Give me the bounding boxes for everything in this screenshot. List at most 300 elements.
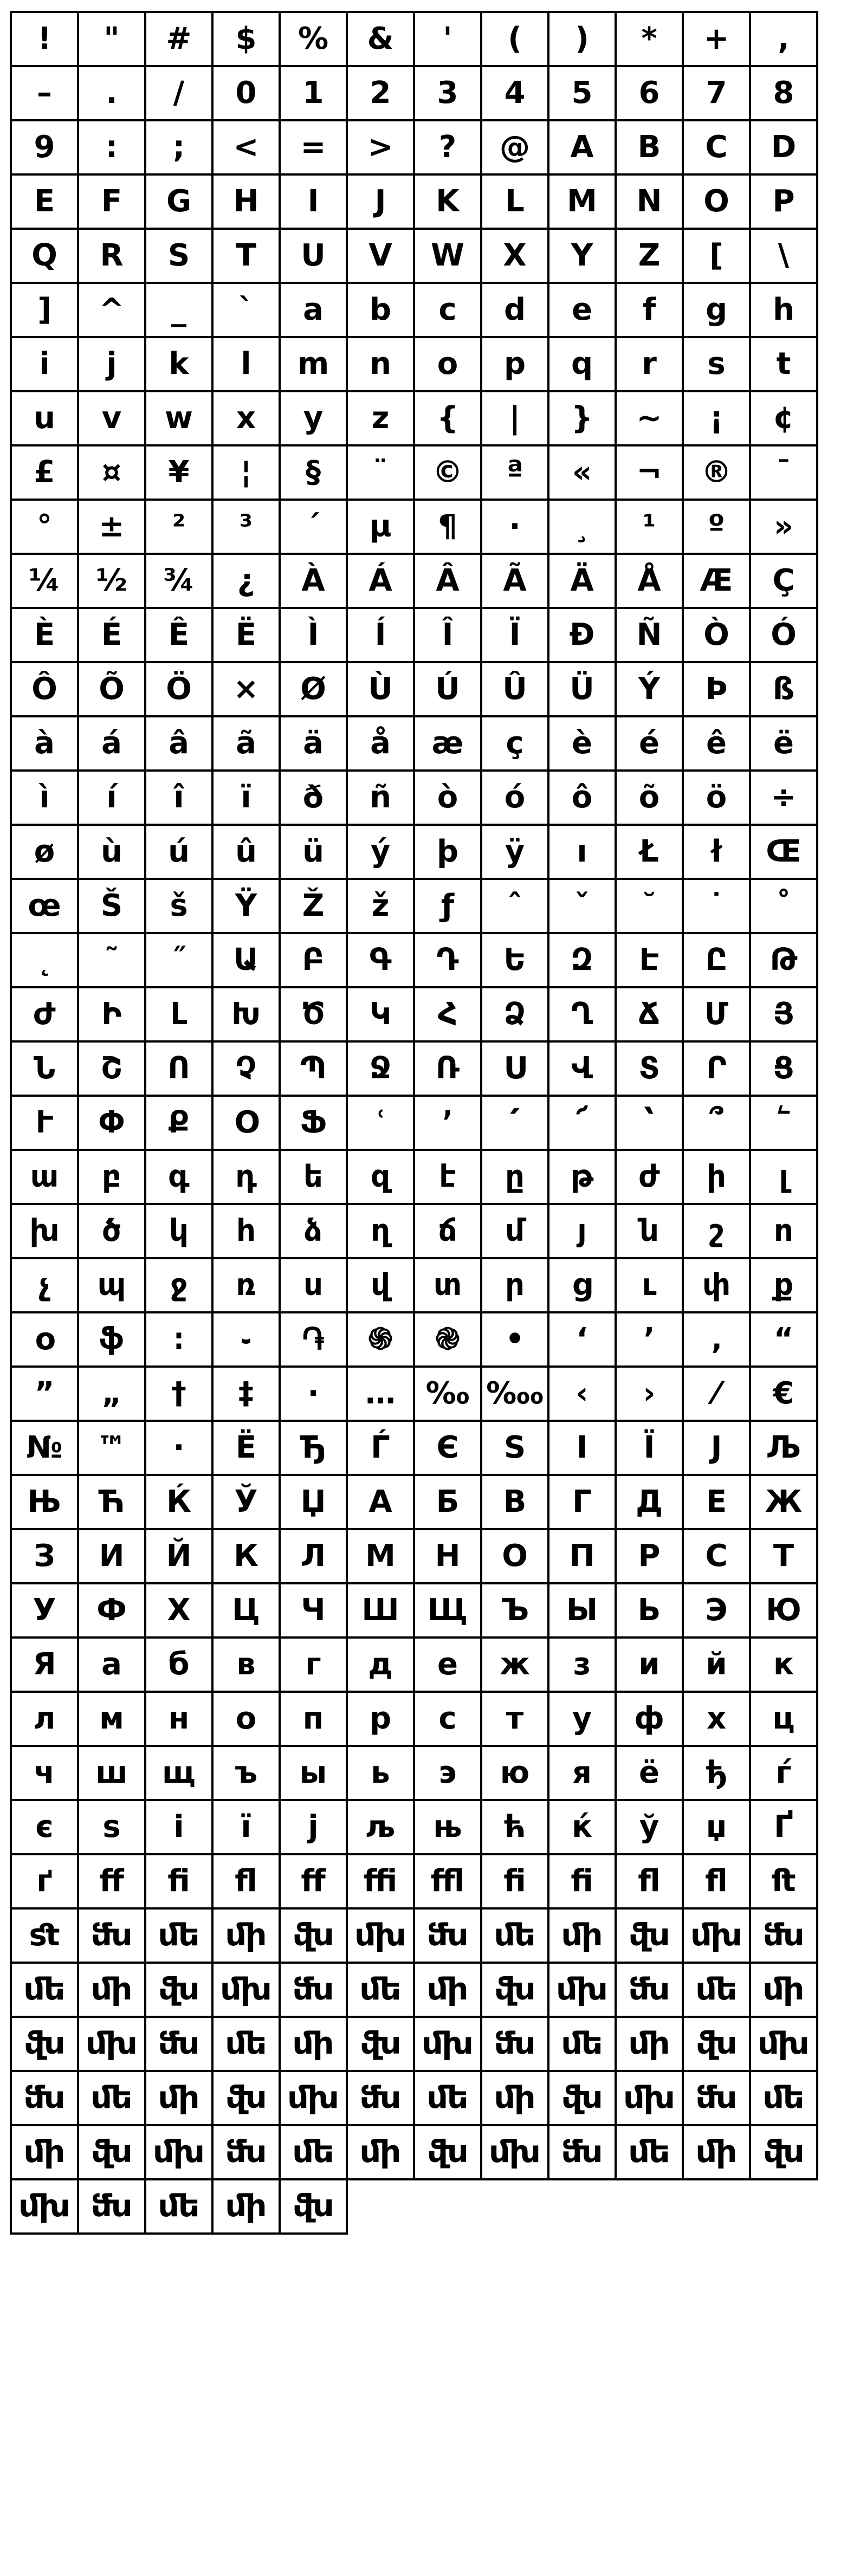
glyph-cell: ù bbox=[79, 826, 146, 880]
glyph-cell: Թ bbox=[751, 934, 818, 988]
glyph-cell: ¥ bbox=[146, 446, 214, 501]
glyph-cell: й bbox=[684, 1639, 751, 1693]
glyph-cell: ﬕ bbox=[684, 2126, 751, 2180]
glyph-cell: ﬂ bbox=[214, 1855, 281, 1910]
glyph-cell: Օ bbox=[214, 1097, 281, 1151]
glyph-cell: ﬔ bbox=[348, 1964, 415, 2018]
glyph-cell: կ bbox=[146, 1205, 214, 1259]
glyph-cell: Ю bbox=[751, 1584, 818, 1639]
glyph-cell: ˚ bbox=[751, 880, 818, 934]
glyph-cell: ў bbox=[617, 1801, 684, 1855]
glyph-cell: О bbox=[482, 1530, 549, 1584]
glyph-cell: Ր bbox=[684, 1043, 751, 1097]
glyph-cell: џ bbox=[684, 1801, 751, 1855]
glyph-cell: Š bbox=[79, 880, 146, 934]
glyph-cell: 0 bbox=[214, 67, 281, 121]
glyph-cell: ը bbox=[482, 1151, 549, 1205]
glyph-cell: Շ bbox=[79, 1043, 146, 1097]
glyph-cell: r bbox=[617, 338, 684, 392]
glyph-cell: բ bbox=[79, 1151, 146, 1205]
glyph-cell: Կ bbox=[348, 988, 415, 1043]
glyph-cell: 8 bbox=[751, 67, 818, 121]
glyph-cell: ⁄ bbox=[684, 1368, 751, 1422]
glyph-cell: E bbox=[12, 176, 79, 230]
glyph-cell: V bbox=[348, 230, 415, 284]
glyph-cell: ﬕ bbox=[415, 1964, 482, 2018]
glyph-cell: o bbox=[415, 338, 482, 392]
glyph-cell: є bbox=[12, 1801, 79, 1855]
glyph-cell: ð bbox=[281, 772, 348, 826]
glyph-cell: Ž bbox=[281, 880, 348, 934]
glyph-cell: թ bbox=[549, 1151, 617, 1205]
glyph-cell: ﬂ bbox=[617, 1855, 684, 1910]
glyph-cell: ÿ bbox=[482, 826, 549, 880]
glyph-cell: w bbox=[146, 392, 214, 446]
glyph-cell: п bbox=[281, 1693, 348, 1747]
glyph-cell: Ф bbox=[79, 1584, 146, 1639]
glyph-cell: ê bbox=[684, 717, 751, 772]
glyph-cell: ﬗ bbox=[281, 2072, 348, 2126]
glyph-cell: ﬕ bbox=[146, 2072, 214, 2126]
glyph-cell: ն bbox=[617, 1205, 684, 1259]
glyph-cell: ﬗ bbox=[482, 2126, 549, 2180]
glyph-cell: ж bbox=[482, 1639, 549, 1693]
glyph-cell: å bbox=[348, 717, 415, 772]
glyph-cell: ﬔ bbox=[751, 2072, 818, 2126]
glyph-cell: ժ bbox=[617, 1151, 684, 1205]
glyph-cell: = bbox=[281, 121, 348, 176]
glyph-cell: ս bbox=[281, 1259, 348, 1313]
glyph-cell: Ь bbox=[617, 1584, 684, 1639]
glyph-cell: Њ bbox=[12, 1476, 79, 1530]
glyph-cell: Ժ bbox=[12, 988, 79, 1043]
glyph-cell: æ bbox=[415, 717, 482, 772]
glyph-cell: v bbox=[79, 392, 146, 446]
glyph-cell: ﬁ bbox=[549, 1855, 617, 1910]
glyph-cell: Ð bbox=[549, 609, 617, 663]
glyph-cell: µ bbox=[348, 501, 415, 555]
glyph-cell: в bbox=[214, 1639, 281, 1693]
glyph-cell: ﬓ bbox=[482, 2018, 549, 2072]
glyph-cell: · bbox=[281, 1368, 348, 1422]
glyph-cell: U bbox=[281, 230, 348, 284]
glyph-cell: y bbox=[281, 392, 348, 446]
glyph-cell: Ծ bbox=[281, 988, 348, 1043]
glyph-cell: с bbox=[415, 1693, 482, 1747]
glyph-cell: O bbox=[684, 176, 751, 230]
glyph-cell: 6 bbox=[617, 67, 684, 121]
glyph-cell: d bbox=[482, 284, 549, 338]
glyph-cell: ü bbox=[281, 826, 348, 880]
glyph-cell: Ґ bbox=[751, 1801, 818, 1855]
glyph-cell: ѕ bbox=[79, 1801, 146, 1855]
glyph-cell: ¸ bbox=[549, 501, 617, 555]
glyph-cell: լ bbox=[751, 1151, 818, 1205]
glyph-cell: " bbox=[79, 13, 146, 67]
glyph-cell: ﬗ bbox=[214, 1964, 281, 2018]
glyph-cell: փ bbox=[684, 1259, 751, 1313]
glyph-cell: ﬓ bbox=[12, 2072, 79, 2126]
glyph-cell: ¢ bbox=[751, 392, 818, 446]
glyph-cell: ® bbox=[684, 446, 751, 501]
glyph-cell: е bbox=[415, 1639, 482, 1693]
glyph-cell: ﬖ bbox=[482, 1964, 549, 2018]
glyph-cell: Ê bbox=[146, 609, 214, 663]
glyph-cell: 4 bbox=[482, 67, 549, 121]
glyph-cell: ¶ bbox=[415, 501, 482, 555]
glyph-cell: > bbox=[348, 121, 415, 176]
glyph-cell: и bbox=[617, 1639, 684, 1693]
glyph-cell: ﬖ bbox=[79, 2126, 146, 2180]
glyph-cell: ﬔ bbox=[79, 2072, 146, 2126]
glyph-cell: ё bbox=[617, 1747, 684, 1801]
glyph-cell: ﬃ bbox=[348, 1855, 415, 1910]
glyph-cell: m bbox=[281, 338, 348, 392]
glyph-cell: հ bbox=[214, 1205, 281, 1259]
glyph-cell: ﬕ bbox=[751, 1964, 818, 2018]
glyph-cell: Ն bbox=[12, 1043, 79, 1097]
glyph-cell: Ի bbox=[79, 988, 146, 1043]
glyph-cell: ° bbox=[12, 501, 79, 555]
glyph-cell: ﬖ bbox=[281, 2180, 348, 2235]
glyph-cell: њ bbox=[415, 1801, 482, 1855]
glyph-cell: ա bbox=[12, 1151, 79, 1205]
glyph-cell: ﬗ bbox=[79, 2018, 146, 2072]
glyph-cell: Է bbox=[617, 934, 684, 988]
glyph-cell: „ bbox=[79, 1368, 146, 1422]
glyph-cell: ` bbox=[214, 284, 281, 338]
glyph-cell: í bbox=[79, 772, 146, 826]
glyph-cell: Х bbox=[146, 1584, 214, 1639]
glyph-cell: M bbox=[549, 176, 617, 230]
glyph-cell: ² bbox=[146, 501, 214, 555]
glyph-cell: Ђ bbox=[281, 1422, 348, 1476]
glyph-cell: ì bbox=[12, 772, 79, 826]
glyph-cell: è bbox=[549, 717, 617, 772]
glyph-cell: ã bbox=[214, 717, 281, 772]
glyph-cell: ﬖ bbox=[549, 2072, 617, 2126]
glyph-cell: ﬕ bbox=[549, 1910, 617, 1964]
glyph-cell: ﬔ bbox=[684, 1964, 751, 2018]
glyph-cell: ՚ bbox=[415, 1097, 482, 1151]
glyph-cell: № bbox=[12, 1422, 79, 1476]
glyph-cell: ч bbox=[12, 1747, 79, 1801]
glyph-cell: ﬓ bbox=[214, 2126, 281, 2180]
glyph-cell: ՙ bbox=[348, 1097, 415, 1151]
glyph-cell: Þ bbox=[684, 663, 751, 717]
glyph-cell: ﬓ bbox=[79, 2180, 146, 2235]
glyph-cell: 2 bbox=[348, 67, 415, 121]
glyph-cell: Ù bbox=[348, 663, 415, 717]
glyph-cell: ﬕ bbox=[79, 1964, 146, 2018]
glyph-cell: С bbox=[684, 1530, 751, 1584]
glyph-cell: b bbox=[348, 284, 415, 338]
glyph-cell: Ը bbox=[684, 934, 751, 988]
glyph-cell: я bbox=[549, 1747, 617, 1801]
glyph-cell: £ bbox=[12, 446, 79, 501]
glyph-cell: Ý bbox=[617, 663, 684, 717]
glyph-cell: х bbox=[684, 1693, 751, 1747]
glyph-cell: ﬔ bbox=[12, 1964, 79, 2018]
glyph-cell: Џ bbox=[281, 1476, 348, 1530]
glyph-cell: \ bbox=[751, 230, 818, 284]
glyph-cell: ﬓ bbox=[281, 1964, 348, 2018]
glyph-cell: Н bbox=[415, 1530, 482, 1584]
glyph-cell: J bbox=[348, 176, 415, 230]
glyph-cell: ý bbox=[348, 826, 415, 880]
glyph-cell: t bbox=[751, 338, 818, 392]
glyph-cell: ´ bbox=[281, 501, 348, 555]
glyph-cell: ? bbox=[415, 121, 482, 176]
glyph-cell: Ч bbox=[281, 1584, 348, 1639]
glyph-cell: ~ bbox=[617, 392, 684, 446]
glyph-cell: D bbox=[751, 121, 818, 176]
glyph-cell: ﬀ bbox=[79, 1855, 146, 1910]
glyph-cell: ‱ bbox=[482, 1368, 549, 1422]
glyph-cell: Տ bbox=[617, 1043, 684, 1097]
glyph-cell: Љ bbox=[751, 1422, 818, 1476]
glyph-cell: ի bbox=[684, 1151, 751, 1205]
glyph-cell: ﬁ bbox=[482, 1855, 549, 1910]
glyph-cell: ՟ bbox=[751, 1097, 818, 1151]
glyph-cell: X bbox=[482, 230, 549, 284]
glyph-cell: Ç bbox=[751, 555, 818, 609]
glyph-cell: G bbox=[146, 176, 214, 230]
glyph-cell: P bbox=[751, 176, 818, 230]
glyph-cell: x bbox=[214, 392, 281, 446]
glyph-cell: Î bbox=[415, 609, 482, 663]
glyph-cell: ﬅ bbox=[751, 1855, 818, 1910]
glyph-cell: ﬓ bbox=[348, 2072, 415, 2126]
glyph-cell: Є bbox=[415, 1422, 482, 1476]
glyph-cell: չ bbox=[12, 1259, 79, 1313]
glyph-cell: ˙ bbox=[684, 880, 751, 934]
glyph-cell: h bbox=[751, 284, 818, 338]
glyph-cell: n bbox=[348, 338, 415, 392]
glyph-cell: · bbox=[146, 1422, 214, 1476]
glyph-cell: М bbox=[348, 1530, 415, 1584]
glyph-cell: ь bbox=[348, 1747, 415, 1801]
glyph-cell: · bbox=[482, 501, 549, 555]
glyph-cell: Ձ bbox=[482, 988, 549, 1043]
glyph-cell: ‰ bbox=[415, 1368, 482, 1422]
glyph-cell: Խ bbox=[214, 988, 281, 1043]
glyph-cell: ՞ bbox=[684, 1097, 751, 1151]
glyph-cell: а bbox=[79, 1639, 146, 1693]
glyph-cell: Լ bbox=[146, 988, 214, 1043]
glyph-cell: I bbox=[281, 176, 348, 230]
glyph-cell: ¨ bbox=[348, 446, 415, 501]
glyph-cell: Ц bbox=[214, 1584, 281, 1639]
glyph-cell: ֎ bbox=[415, 1313, 482, 1368]
glyph-cell: ﬔ bbox=[146, 1910, 214, 1964]
glyph-cell: ^ bbox=[79, 284, 146, 338]
glyph-cell: Е bbox=[684, 1476, 751, 1530]
glyph-cell: ﬁ bbox=[146, 1855, 214, 1910]
glyph-cell: ﬕ bbox=[12, 2126, 79, 2180]
glyph-cell: € bbox=[751, 1368, 818, 1422]
glyph-cell: н bbox=[146, 1693, 214, 1747]
glyph-cell: ë bbox=[751, 717, 818, 772]
glyph-cell: À bbox=[281, 555, 348, 609]
glyph-cell: ç bbox=[482, 717, 549, 772]
glyph-cell: ¹ bbox=[617, 501, 684, 555]
glyph-cell: ﬓ bbox=[684, 2072, 751, 2126]
glyph-cell: ռ bbox=[214, 1259, 281, 1313]
glyph-cell: ˜ bbox=[79, 934, 146, 988]
glyph-cell: Ñ bbox=[617, 609, 684, 663]
glyph-cell: ¦ bbox=[214, 446, 281, 501]
glyph-cell: ﬓ bbox=[617, 1964, 684, 2018]
glyph-cell: ø bbox=[12, 826, 79, 880]
glyph-cell: Ó bbox=[751, 609, 818, 663]
glyph-cell: ﬖ bbox=[12, 2018, 79, 2072]
glyph-cell: ﬔ bbox=[482, 1910, 549, 1964]
glyph-cell: c bbox=[415, 284, 482, 338]
glyph-cell: Ø bbox=[281, 663, 348, 717]
glyph-cell: ÷ bbox=[751, 772, 818, 826]
glyph-cell: պ bbox=[79, 1259, 146, 1313]
glyph-cell: ª bbox=[482, 446, 549, 501]
glyph-cell: ﬖ bbox=[281, 1910, 348, 1964]
glyph-cell: ՝ bbox=[617, 1097, 684, 1151]
glyph-cell: о bbox=[214, 1693, 281, 1747]
glyph-cell: ™ bbox=[79, 1422, 146, 1476]
glyph-cell: @ bbox=[482, 121, 549, 176]
glyph-cell: Ã bbox=[482, 555, 549, 609]
glyph-cell: ќ bbox=[549, 1801, 617, 1855]
glyph-cell: ö bbox=[684, 772, 751, 826]
glyph-cell: ä bbox=[281, 717, 348, 772]
glyph-cell: ե bbox=[281, 1151, 348, 1205]
glyph-cell: à bbox=[12, 717, 79, 772]
glyph-cell: ﬕ bbox=[281, 2018, 348, 2072]
glyph-cell: Ä bbox=[549, 555, 617, 609]
glyph-cell: Պ bbox=[281, 1043, 348, 1097]
glyph-cell: Ք bbox=[146, 1097, 214, 1151]
glyph-cell: ю bbox=[482, 1747, 549, 1801]
glyph-cell: ¬ bbox=[617, 446, 684, 501]
glyph-cell: р bbox=[348, 1693, 415, 1747]
glyph-cell: Ա bbox=[214, 934, 281, 988]
glyph-cell: û bbox=[214, 826, 281, 880]
glyph-cell: Я bbox=[12, 1639, 79, 1693]
glyph-cell: ъ bbox=[214, 1747, 281, 1801]
glyph-cell: … bbox=[348, 1368, 415, 1422]
glyph-cell: խ bbox=[12, 1205, 79, 1259]
glyph-cell: œ bbox=[12, 880, 79, 934]
glyph-cell: ր bbox=[482, 1259, 549, 1313]
glyph-cell: ո bbox=[751, 1205, 818, 1259]
glyph-cell: k bbox=[146, 338, 214, 392]
glyph-cell: ˇ bbox=[549, 880, 617, 934]
glyph-cell: ﬖ bbox=[415, 2126, 482, 2180]
glyph-cell: ô bbox=[549, 772, 617, 826]
glyph-cell: • bbox=[482, 1313, 549, 1368]
glyph-cell: F bbox=[79, 176, 146, 230]
glyph-cell: Ց bbox=[751, 1043, 818, 1097]
glyph-cell: : bbox=[79, 121, 146, 176]
glyph-cell: З bbox=[12, 1530, 79, 1584]
glyph-cell: Ւ bbox=[12, 1097, 79, 1151]
glyph-cell: Ú bbox=[415, 663, 482, 717]
glyph-cell: ՜ bbox=[549, 1097, 617, 1151]
glyph-cell: Œ bbox=[751, 826, 818, 880]
glyph-cell: T bbox=[214, 230, 281, 284]
glyph-cell: ћ bbox=[482, 1801, 549, 1855]
glyph-cell: » bbox=[751, 501, 818, 555]
glyph-cell: Ъ bbox=[482, 1584, 549, 1639]
glyph-cell: § bbox=[281, 446, 348, 501]
glyph-cell: ú bbox=[146, 826, 214, 880]
glyph-cell: Ж bbox=[751, 1476, 818, 1530]
glyph-cell: j bbox=[79, 338, 146, 392]
glyph-cell: ї bbox=[214, 1801, 281, 1855]
glyph-cell: Ô bbox=[12, 663, 79, 717]
glyph-cell: ﬔ bbox=[281, 2126, 348, 2180]
glyph-cell: ﬕ bbox=[214, 2180, 281, 2235]
glyph-cell: ﬓ bbox=[751, 1910, 818, 1964]
glyph-cell: б bbox=[146, 1639, 214, 1693]
glyph-cell: Ò bbox=[684, 609, 751, 663]
glyph-cell: È bbox=[12, 609, 79, 663]
glyph-cell: ß bbox=[751, 663, 818, 717]
glyph-cell: Ո bbox=[146, 1043, 214, 1097]
glyph-cell: ﬕ bbox=[214, 1910, 281, 1964]
glyph-cell: Û bbox=[482, 663, 549, 717]
glyph-cell: ¾ bbox=[146, 555, 214, 609]
glyph-cell: յ bbox=[549, 1205, 617, 1259]
glyph-cell: գ bbox=[146, 1151, 214, 1205]
glyph-cell: Щ bbox=[415, 1584, 482, 1639]
glyph-cell: ц bbox=[751, 1693, 818, 1747]
glyph-cell: Ö bbox=[146, 663, 214, 717]
glyph-cell: î bbox=[146, 772, 214, 826]
glyph-cell: Ë bbox=[214, 609, 281, 663]
glyph-cell: › bbox=[617, 1368, 684, 1422]
glyph-cell: Л bbox=[281, 1530, 348, 1584]
glyph-cell: Ј bbox=[684, 1422, 751, 1476]
glyph-cell: ւ bbox=[617, 1259, 684, 1313]
glyph-cell: % bbox=[281, 13, 348, 67]
glyph-cell: ˛ bbox=[12, 934, 79, 988]
glyph-cell: B bbox=[617, 121, 684, 176]
glyph-cell: А bbox=[348, 1476, 415, 1530]
glyph-cell: Ì bbox=[281, 609, 348, 663]
glyph-cell: ﬖ bbox=[214, 2072, 281, 2126]
glyph-cell: ł bbox=[684, 826, 751, 880]
glyph-cell: Ե bbox=[482, 934, 549, 988]
glyph-cell: м bbox=[79, 1693, 146, 1747]
glyph-cell: | bbox=[482, 392, 549, 446]
glyph-cell: Ї bbox=[617, 1422, 684, 1476]
glyph-cell: ﬔ bbox=[617, 2126, 684, 2180]
glyph-cell: ‹ bbox=[549, 1368, 617, 1422]
glyph-cell: + bbox=[684, 13, 751, 67]
glyph-cell: ˝ bbox=[146, 934, 214, 988]
glyph-cell: ։ bbox=[146, 1313, 214, 1368]
glyph-cell: ﬗ bbox=[12, 2180, 79, 2235]
glyph-cell: Հ bbox=[415, 988, 482, 1043]
glyph-cell: і bbox=[146, 1801, 214, 1855]
glyph-cell: Վ bbox=[549, 1043, 617, 1097]
glyph-cell: Ֆ bbox=[281, 1097, 348, 1151]
glyph-cell: Դ bbox=[415, 934, 482, 988]
glyph-cell: Z bbox=[617, 230, 684, 284]
glyph-cell: a bbox=[281, 284, 348, 338]
glyph-cell: á bbox=[79, 717, 146, 772]
glyph-cell: ք bbox=[751, 1259, 818, 1313]
